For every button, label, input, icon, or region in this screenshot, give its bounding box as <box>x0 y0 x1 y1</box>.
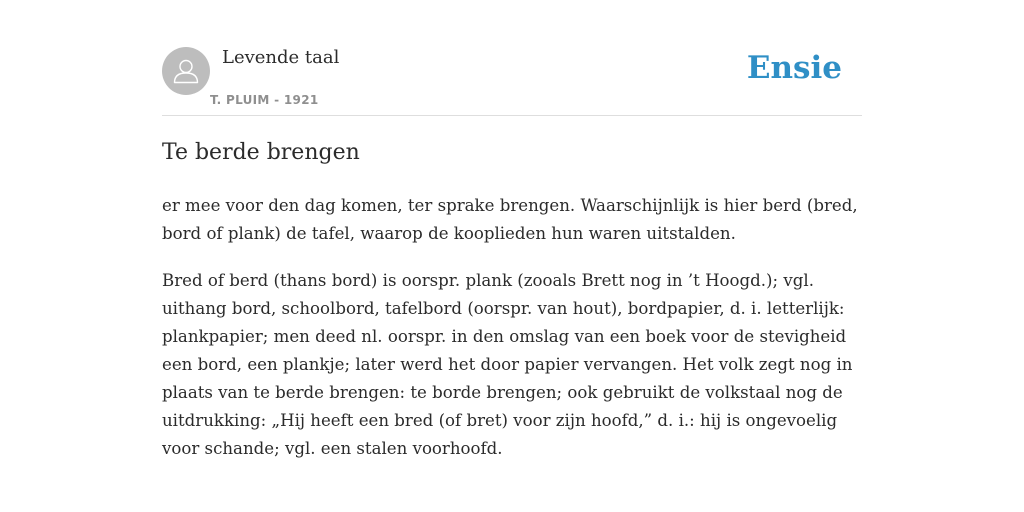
source-author-year: T. PLUIM - 1921 <box>210 93 319 107</box>
page-container <box>162 0 862 458</box>
user-avatar-icon[interactable] <box>162 47 210 95</box>
user-silhouette-icon <box>162 47 210 95</box>
source-header <box>162 0 862 116</box>
source-title[interactable]: Levende taal <box>222 47 340 68</box>
entry-title: Te berde brengen <box>162 140 360 165</box>
brand-logo[interactable]: Ensie <box>746 50 842 86</box>
entry-paragraph: Bred of berd (thans bord) is oorspr. plank (zooals Brett nog in ’t Hoogd.); vgl. uithang bord, schoolbord, tafelbord (oorspr. van hout), bordpapier, d. i. letterlijk: plankpapier; men deed nl. oorspr. in den omslag van een boek voor de stevigheid een bord, een plankje; later werd het door papier vervangen. Het volk zegt nog in plaats van te berde brengen: te borde brengen; ook gebruikt de volkstaal nog de uitdrukking: „Hij heeft een bred (of bret) voor zijn hoofd,” d. i.: hij is ongevoelig voor schande; vgl. een stalen voorhoofd. <box>162 271 853 458</box>
entry-body <box>162 192 862 482</box>
entry-paragraph: er mee voor den dag komen, ter sprake brengen. Waarschijnlijk is hier berd (bred, bord of plank) de tafel, waarop de kooplieden hun waren uitstalden. <box>162 196 858 243</box>
